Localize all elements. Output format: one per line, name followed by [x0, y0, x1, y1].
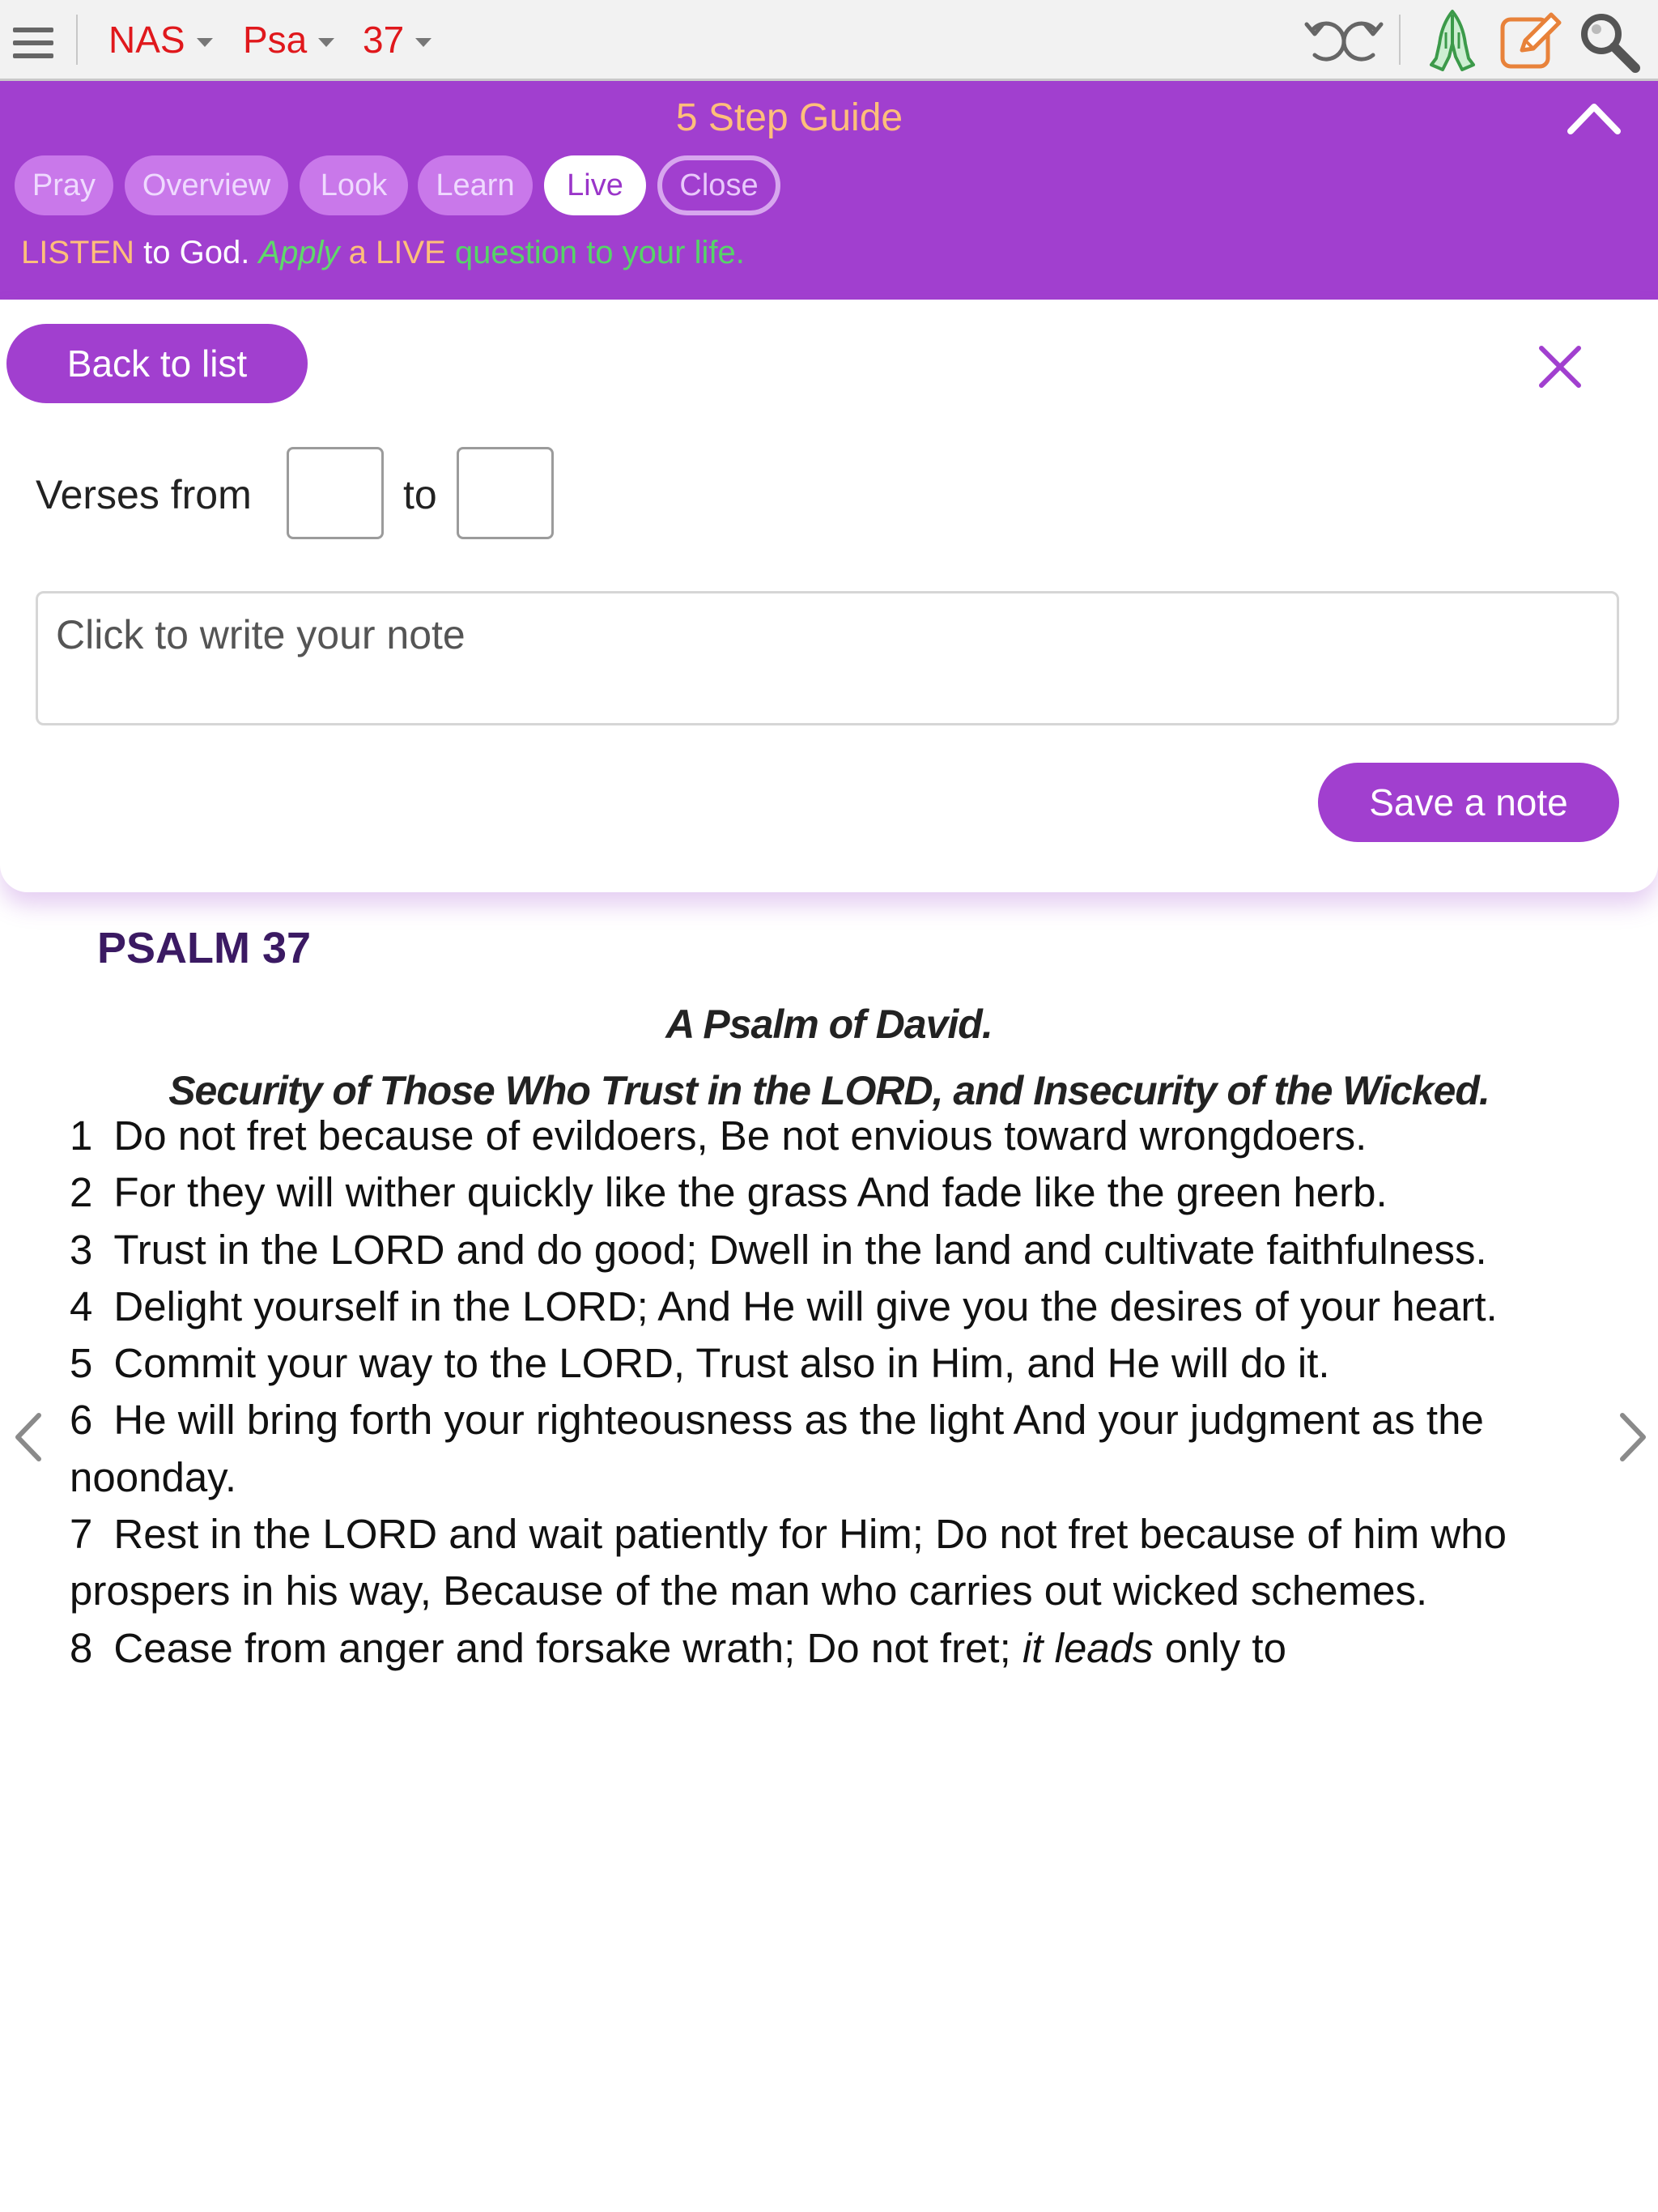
- book-selector[interactable]: [243, 18, 334, 62]
- verse-text: Delight yourself in the LORD; And He will give you the desires of your heart.: [113, 1283, 1498, 1329]
- verse: [70, 1506, 1559, 1620]
- verse-text: Do not fret because of evildoers, Be not envious toward wrongdoers.: [113, 1112, 1367, 1159]
- top-toolbar: [0, 0, 1658, 81]
- chevron-down-icon: [318, 38, 334, 47]
- chevron-down-icon: [415, 38, 432, 47]
- verses-from-label: Verses from: [36, 472, 252, 517]
- praying-hands-icon[interactable]: [1422, 8, 1483, 73]
- chapter-selector[interactable]: [363, 18, 432, 62]
- chapter-label: 37: [363, 19, 405, 61]
- guide-title: 5 Step Guide: [675, 96, 903, 139]
- close-icon[interactable]: [1537, 343, 1584, 390]
- verse: [70, 1335, 1559, 1392]
- verse: [70, 1392, 1559, 1506]
- tab-live[interactable]: Live: [544, 155, 646, 215]
- tab-look[interactable]: Look: [300, 155, 408, 215]
- search-icon[interactable]: [1577, 10, 1642, 74]
- section-heading: Security of Those Who Trust in the LORD, and Insecurity of the Wicked.: [168, 1068, 1490, 1113]
- note-panel: [0, 301, 1658, 892]
- verse-to-input[interactable]: [457, 447, 554, 539]
- verses-to-label: to: [403, 472, 437, 517]
- verse: [70, 1108, 1559, 1164]
- verse-number: 7: [70, 1511, 93, 1558]
- guide-instruction: LISTEN to God. Apply a LIVE question to your life.: [21, 235, 745, 270]
- tab-pray[interactable]: Pray: [15, 155, 113, 215]
- tab-learn[interactable]: Learn: [418, 155, 533, 215]
- toolbar-divider: [76, 15, 78, 65]
- previous-chapter-icon[interactable]: [10, 1410, 45, 1464]
- back-to-list-button[interactable]: Back to list: [6, 324, 308, 403]
- verse-list: [70, 1108, 1559, 1677]
- verse-text: Commit your way to the LORD, Trust also in Him, and He will do it.: [113, 1340, 1330, 1387]
- verse: [70, 1222, 1559, 1278]
- verse-text: He will bring forth your righteousness as the light And your judgment as the noonday.: [70, 1397, 1484, 1500]
- verse-text: Trust in the LORD and do good; Dwell in the land and cultivate faithfulness.: [113, 1226, 1487, 1273]
- tab-close[interactable]: Close: [657, 155, 780, 215]
- verse: [70, 1164, 1559, 1221]
- version-selector[interactable]: [108, 18, 213, 62]
- verse-text: Cease from anger and forsake wrath; Do not fret;: [113, 1624, 1022, 1671]
- verse-number: 4: [70, 1283, 93, 1329]
- verse-text-italic: it leads: [1022, 1624, 1154, 1671]
- version-label: NAS: [108, 19, 185, 61]
- verse-text: Rest in the LORD and wait patiently for Him; Do not fret because of him who prospers in his way, Because of the man who carries out wicked schemes.: [70, 1511, 1507, 1614]
- next-chapter-icon[interactable]: [1616, 1410, 1652, 1464]
- five-step-guide-bar: [0, 81, 1658, 300]
- toolbar-divider: [1399, 15, 1401, 65]
- verse-number: 2: [70, 1169, 93, 1216]
- verse-from-input[interactable]: [287, 447, 384, 539]
- book-label: Psa: [243, 19, 308, 61]
- save-note-button[interactable]: Save a note: [1318, 763, 1619, 842]
- chevron-up-icon[interactable]: [1566, 99, 1622, 136]
- verse-text: only to: [1153, 1624, 1286, 1671]
- tab-overview[interactable]: Overview: [125, 155, 288, 215]
- verse-number: 3: [70, 1226, 93, 1273]
- chevron-down-icon: [197, 38, 213, 47]
- verse-text: For they will wither quickly like the grass And fade like the green herb.: [113, 1169, 1388, 1216]
- verse-number: 8: [70, 1624, 93, 1671]
- verse: [70, 1620, 1559, 1677]
- edit-note-icon[interactable]: [1498, 10, 1562, 73]
- verse-number: 6: [70, 1397, 93, 1444]
- hamburger-menu-icon[interactable]: [13, 28, 53, 58]
- verse: [70, 1278, 1559, 1335]
- verse-number: 5: [70, 1340, 93, 1387]
- undo-redo-icon[interactable]: [1302, 16, 1386, 66]
- note-input[interactable]: [36, 591, 1619, 725]
- chapter-title: PSALM 37: [97, 924, 312, 972]
- psalm-superscription: A Psalm of David.: [665, 1002, 993, 1047]
- verse-number: 1: [70, 1112, 93, 1159]
